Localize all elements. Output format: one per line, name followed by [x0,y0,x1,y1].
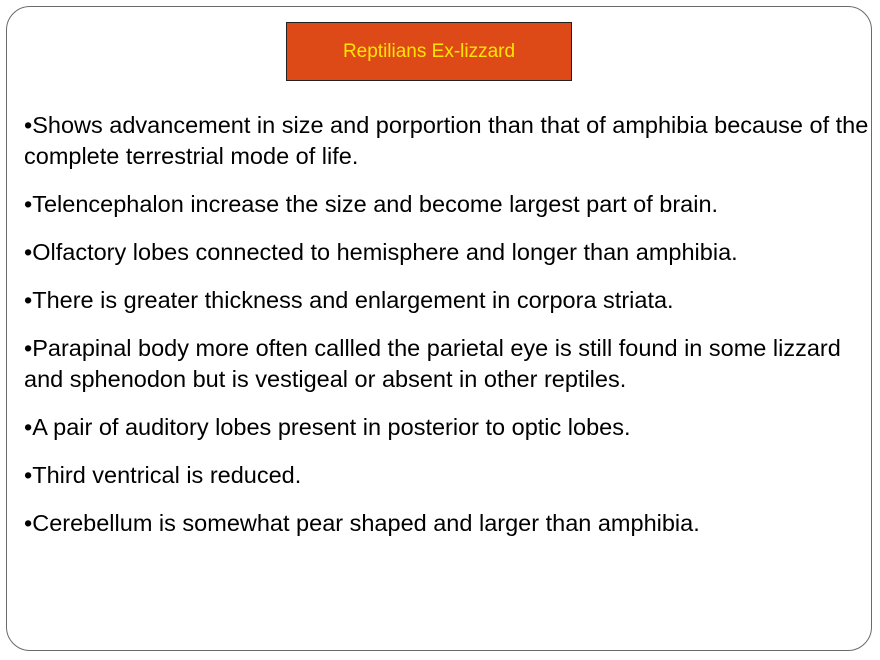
bullet-item: •Parapinal body more often callled the parietal eye is still found in some lizzard and sphenodon but is vestigeal or absent in other reptiles. [24,335,841,392]
bullet-item: •Shows advancement in size and porportion than that of amphibia because of the complete terrestrial mode of life. [24,112,869,169]
bullet-list [24,110,874,556]
bullet-item: •There is greater thickness and enlargement in corpora striata. [24,287,674,313]
bullet-item: •Third ventrical is reduced. [24,462,302,488]
bullet-item: •A pair of auditory lobes present in posterior to optic lobes. [24,414,631,440]
bullet-item: •Telencephalon increase the size and become largest part of brain. [24,191,719,217]
slide-title: Reptilians Ex-lizzard [342,40,516,62]
bullet-item: •Olfactory lobes connected to hemisphere and longer than amphibia. [24,239,738,265]
slide-title-box [286,22,572,81]
bullet-item: •Cerebellum is somewhat pear shaped and larger than amphibia. [24,510,700,536]
